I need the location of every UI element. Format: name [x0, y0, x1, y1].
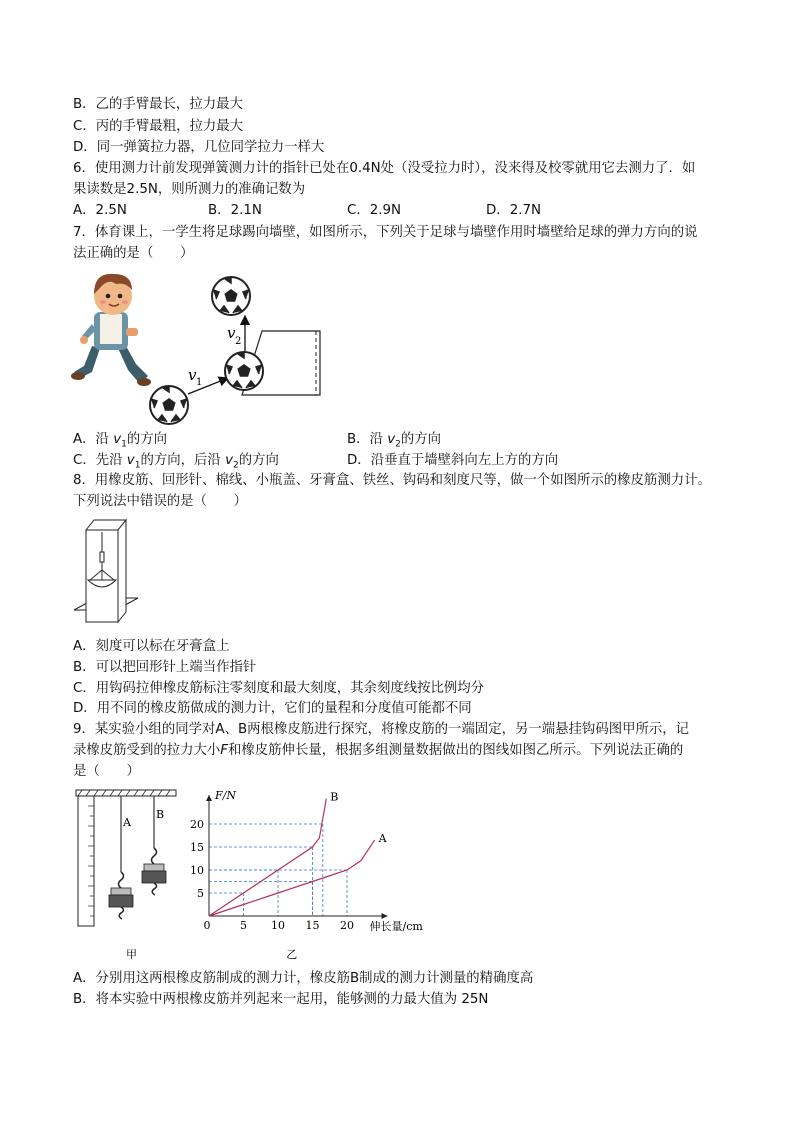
figure-yi-caption: 乙 — [286, 948, 298, 961]
series-label-b: B — [330, 790, 339, 804]
q6-stem-line2: 果读数是2.5N，则所测力的准确记数为 — [73, 182, 306, 197]
v2-subscript: 2 — [235, 336, 242, 347]
y-tick-label: 5 — [197, 887, 204, 900]
q7-option-b: B．沿 $v_2$的方向 — [347, 432, 442, 450]
q8-option-c: C．用钩码拉伸橡皮筋标注零刻度和最大刻度，其余刻度线按比例均分 — [73, 681, 485, 696]
series-line-b — [209, 799, 326, 916]
x-axis-label: 伸长量/cm — [369, 920, 423, 933]
q9-figure-jia — [72, 786, 182, 966]
q5-option-b: B．乙的手臂最长，拉力最大 — [73, 97, 243, 112]
x-tick-label: 20 — [340, 919, 354, 932]
y-axis-arrow — [206, 795, 212, 801]
q6-option-b: B．2.1N — [208, 203, 262, 218]
figure-jia-caption: 甲 — [126, 948, 137, 961]
series-line-a — [209, 840, 375, 916]
q9-stem-line2: 录橡皮筋受到的拉力大小F和橡皮筋伸长量，根据多组测量数据做出的图线如图乙所示。下列说法正确的 — [73, 743, 684, 758]
q8-stem-line2: 下列说法中错误的是（ ） — [73, 494, 248, 509]
q7-stem-line2: 法正确的是（ ） — [73, 246, 194, 261]
q9-stem-line3: 是（ ） — [73, 764, 140, 779]
x-tick-label: 5 — [240, 919, 247, 932]
y-tick-label: 10 — [190, 864, 204, 877]
q5-option-d: D．同一弹簧拉力器，几位同学拉力一样大 — [73, 140, 325, 155]
q8-option-d: D．用不同的橡皮筋做成的测力计，它们的量程和分度值可能都不同 — [73, 701, 472, 716]
v1-label: v — [188, 366, 197, 384]
boy-illustration — [71, 274, 151, 386]
v2-label: v — [227, 324, 236, 342]
v1-subscript: 1 — [196, 377, 203, 388]
q9-option-a: A．分别用这两根橡皮筋制成的测力计，橡皮筋B制成的测力计测量的精确度高 — [73, 971, 534, 986]
q6-option-a: A．2.5N — [73, 203, 127, 218]
q8-option-a: A．刻度可以标在牙膏盒上 — [73, 639, 230, 654]
x-tick-label: 15 — [305, 919, 320, 932]
q7-option-a: A．沿 $v_1$的方向 — [73, 432, 168, 450]
rubber-band-label-a: A — [123, 816, 131, 829]
soccer-ball-icon — [150, 386, 188, 424]
q6-stem-line1: 6．使用测力计前发现弹簧测力计的指针已处在0.4N处（没受拉力时），没来得及校零就用它去测力了．如 — [73, 161, 696, 176]
y-tick-label: 15 — [190, 841, 204, 854]
y-axis-label: F/N — [215, 789, 236, 802]
q9-chart-yi — [190, 786, 436, 966]
q7-option-c: C．先沿 $v_1$的方向，后沿 $v_2$的方向 — [73, 453, 279, 471]
q6-option-c: C．2.9N — [347, 203, 402, 218]
rubber-band-label-b: B — [156, 808, 165, 821]
q6-option-d: D．2.7N — [486, 203, 542, 218]
q8-figure — [72, 514, 142, 626]
q9-stem-line1: 9．某实验小组的同学对A、B两根橡皮筋进行探究，将橡皮筋的一端固定，另一端悬挂钩码图甲所示，记 — [73, 722, 690, 737]
series-label-a: A — [378, 832, 387, 846]
q8-option-b: B．可以把回形针上端当作指针 — [73, 660, 257, 675]
origin-label: 0 — [203, 919, 211, 932]
q5-option-c: C．丙的手臂最粗，拉力最大 — [73, 119, 244, 134]
q9-option-b: B．将本实验中两根橡皮筋并列起来一起用，能够测的力最大值为 25N — [73, 992, 489, 1007]
x-axis-arrow — [382, 913, 388, 919]
soccer-ball-icon — [225, 352, 263, 390]
y-tick-label: 20 — [190, 818, 204, 831]
q8-stem-line1: 8．用橡皮筋、回形针、棉线、小瓶盖、牙膏盒、铁丝、钩码和刻度尺等，做一个如图所示的橡皮筋测力计。 — [73, 473, 711, 488]
q7-figure — [70, 266, 330, 430]
q7-option-d: D．沿垂直于墙壁斜向左上方的方向 — [347, 453, 559, 468]
q7-stem-line1: 7．体育课上，一学生将足球踢向墙壁，如图所示，下列关于足球与墙壁作用时墙壁给足球的弹力方向的说 — [73, 225, 698, 240]
soccer-ball-icon — [212, 277, 250, 315]
x-tick-label: 10 — [271, 919, 285, 932]
